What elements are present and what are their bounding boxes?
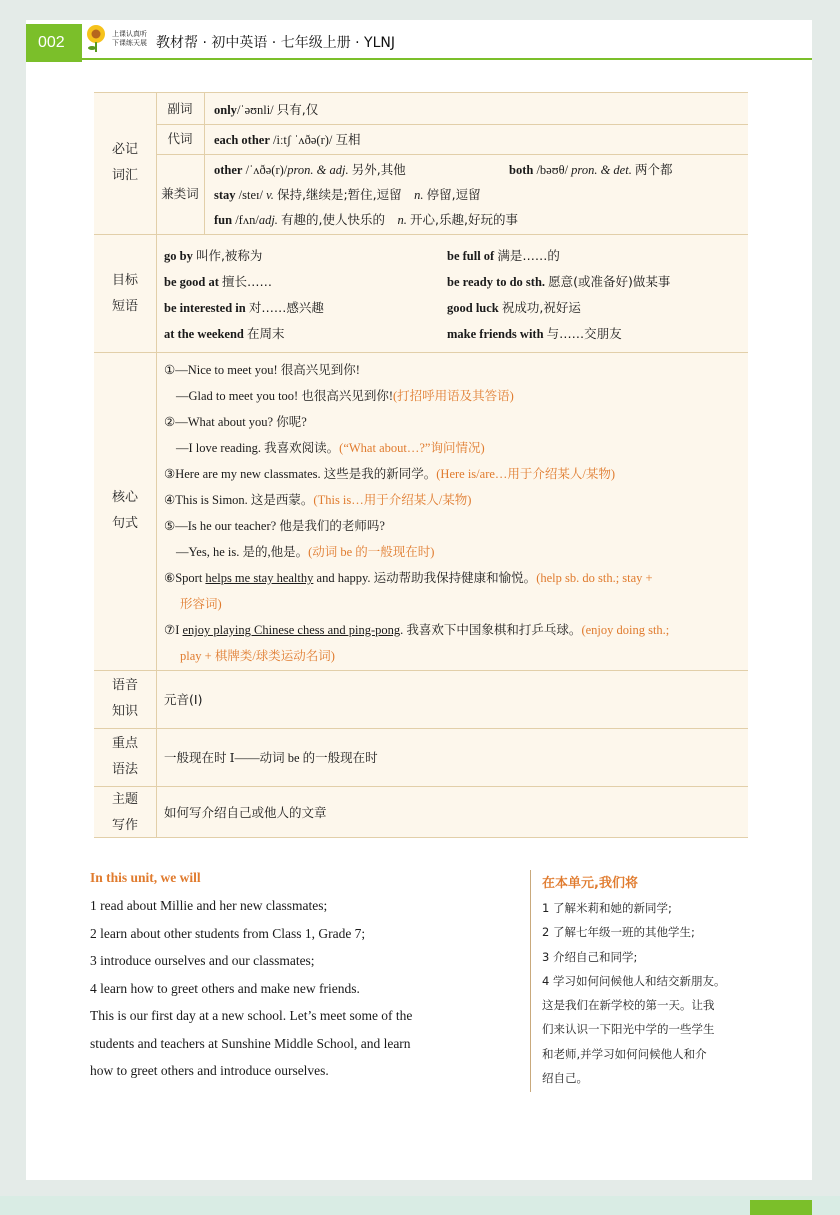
phrase-item: be interested in 对……感兴趣 (164, 300, 324, 315)
unit-goals-chinese (542, 872, 772, 1090)
sentence-4: ④This is Simon. 这是西蒙。(This is…用于介绍某人/某物) (164, 493, 472, 507)
intro-en-line: This is our first day at a new school. Let’s meet some of the (90, 1008, 413, 1023)
section-grammar-label: 重点 语法 (111, 736, 138, 777)
table-rule (156, 154, 748, 155)
sentence-1b: —Glad to meet you too! 也很高兴见到你!(打招呼用语及其答语) (176, 389, 514, 403)
table-vrule (156, 92, 157, 838)
multi-class-label: 兼类词 (161, 186, 199, 201)
unit-goal-en-line: 4 learn how to greet others and make new friends. (90, 980, 360, 996)
sentence-1a: ①—Nice to meet you! 很高兴见到你! (164, 363, 360, 377)
page-number: 002 (26, 24, 82, 62)
table-rule (94, 670, 748, 671)
sentence-3: ③Here are my new classmates. 这些是我的新同学。(Here is/are…用于介绍某人/某物) (164, 467, 616, 481)
grammar-content: 一般现在时 Ⅰ——动词 be 的一般现在时 (164, 751, 378, 765)
header-slogan (112, 30, 147, 48)
intro-en-line: how to greet others and introduce ourselves. (90, 1063, 329, 1078)
phonetics-content: 元音(Ⅰ) (164, 692, 203, 707)
vocab-each-other: each other /iːtʃ ˈʌðə(r)/ 互相 (214, 132, 361, 147)
sentence-7-note: play + 棋牌类/球类运动名词) (180, 649, 335, 663)
pronoun-label: 代词 (167, 131, 193, 146)
vocab-fun: fun /fʌn/adj. 有趣的,使人快乐的 n. 开心,乐趣,好玩的事 (214, 212, 518, 227)
table-rule (94, 728, 748, 729)
intro-cn-line: 和老师,并学习如何问候他人和介 (542, 1046, 707, 1061)
phrase-item: at the weekend 在周末 (164, 326, 285, 341)
table-rule (94, 352, 748, 353)
unit-goal-cn-line: 4 学习如何问候他人和结交新朋友。 (542, 973, 726, 988)
phrase-item: be full of 满是……的 (447, 248, 560, 263)
unit-goals-en-title: In this unit, we will (90, 870, 201, 885)
sentence-6-note: 形容词) (180, 597, 222, 611)
phrase-item: go by 叫作,被称为 (164, 248, 263, 263)
sentence-7: ⑦I enjoy playing Chinese chess and ping-pong. 我喜欢下中国象棋和打乒乓球。(enjoy doing sth.; (164, 623, 670, 637)
unit-goal-cn-line: 2 了解七年级一班的其他学生; (542, 925, 695, 940)
table-rule (156, 124, 748, 125)
intro-en-line: students and teachers at Sunshine Middle School, and learn (90, 1035, 411, 1051)
slogan-line-1: 上课认真听 (112, 31, 147, 38)
unit-goal-cn-line: 3 介绍自己和同学; (542, 949, 638, 964)
phrase-item: be good at 擅长…… (164, 274, 273, 289)
intro-cn-line: 绍自己。 (542, 1071, 588, 1086)
sentence-6: ⑥Sport helps me stay healthy and happy. 运动帮助我保持健康和愉悦。(help sb. do sth.; stay + (164, 571, 653, 585)
sunflower-logo-icon (84, 24, 108, 54)
phrase-item: be ready to do sth. 愿意(或准备好)做某事 (447, 274, 671, 289)
phrase-item: good luck 祝成功,祝好运 (447, 300, 581, 315)
section-writing-label: 主题 写作 (111, 792, 138, 833)
adverb-label: 副词 (167, 101, 193, 116)
footer-bar (0, 1196, 840, 1215)
unit-goal-en-line: 3 introduce ourselves and our classmates; (90, 953, 315, 968)
table-rule (94, 837, 748, 838)
table-vrule (204, 92, 205, 234)
table-rule (94, 92, 748, 93)
table-rule (94, 786, 748, 787)
summary-table (94, 92, 748, 838)
intro-cn-line: 们来认识一下阳光中学的一些学生 (542, 1022, 715, 1037)
unit-goal-cn-line: 1 了解米莉和她的新同学; (542, 901, 672, 915)
section-sentences-label: 核心 句式 (111, 490, 138, 531)
table-rule (94, 234, 748, 235)
vocab-other: other /ˈʌðə(r)/pron. & adj. 另外,其他 (214, 162, 406, 177)
footer-tab (750, 1200, 812, 1215)
vocab-both: both /bəʊθ/ pron. & det. 两个都 (509, 162, 673, 177)
book-title: 教材帮 · 初中英语 · 七年级上册 · YLNJ (156, 35, 396, 51)
unit-goals-cn-title: 在本单元,我们将 (542, 876, 638, 891)
sentence-5a: ⑤—Is he our teacher? 他是我们的老师吗? (164, 519, 385, 533)
slogan-line-2: 下课练天展 (112, 40, 147, 47)
page-header (26, 24, 812, 62)
section-phonetics-label: 语音 知识 (111, 678, 138, 719)
section-phrases-label: 目标 短语 (111, 273, 138, 314)
sentence-2a: ②—What about you? 你呢? (164, 415, 307, 429)
sentence-5b: —Yes, he is. 是的,他是。(动词 be 的一般现在时) (176, 545, 435, 559)
writing-content: 如何写介绍自己或他人的文章 (164, 805, 327, 820)
sentence-2b: —I love reading. 我喜欢阅读。(“What about…?”询问情况) (176, 441, 485, 455)
vocab-stay: stay /steɪ/ v. 保持,继续是;暂住,逗留 n. 停留,逗留 (214, 187, 481, 202)
unit-goals-english (90, 870, 510, 1085)
phrase-item: make friends with 与……交朋友 (447, 326, 622, 341)
vocab-only: only/ˈəʊnli/ 只有,仅 (214, 102, 319, 117)
unit-goal-en-line: 1 read about Millie and her new classmates; (90, 898, 328, 913)
intro-cn-line: 这是我们在新学校的第一天。让我 (542, 998, 715, 1013)
header-divider (82, 58, 812, 60)
unit-goal-en-line: 2 learn about other students from Class 1, Grade 7; (90, 925, 366, 941)
section-vocab-label: 必记 词汇 (111, 142, 138, 183)
column-divider (530, 870, 531, 1092)
